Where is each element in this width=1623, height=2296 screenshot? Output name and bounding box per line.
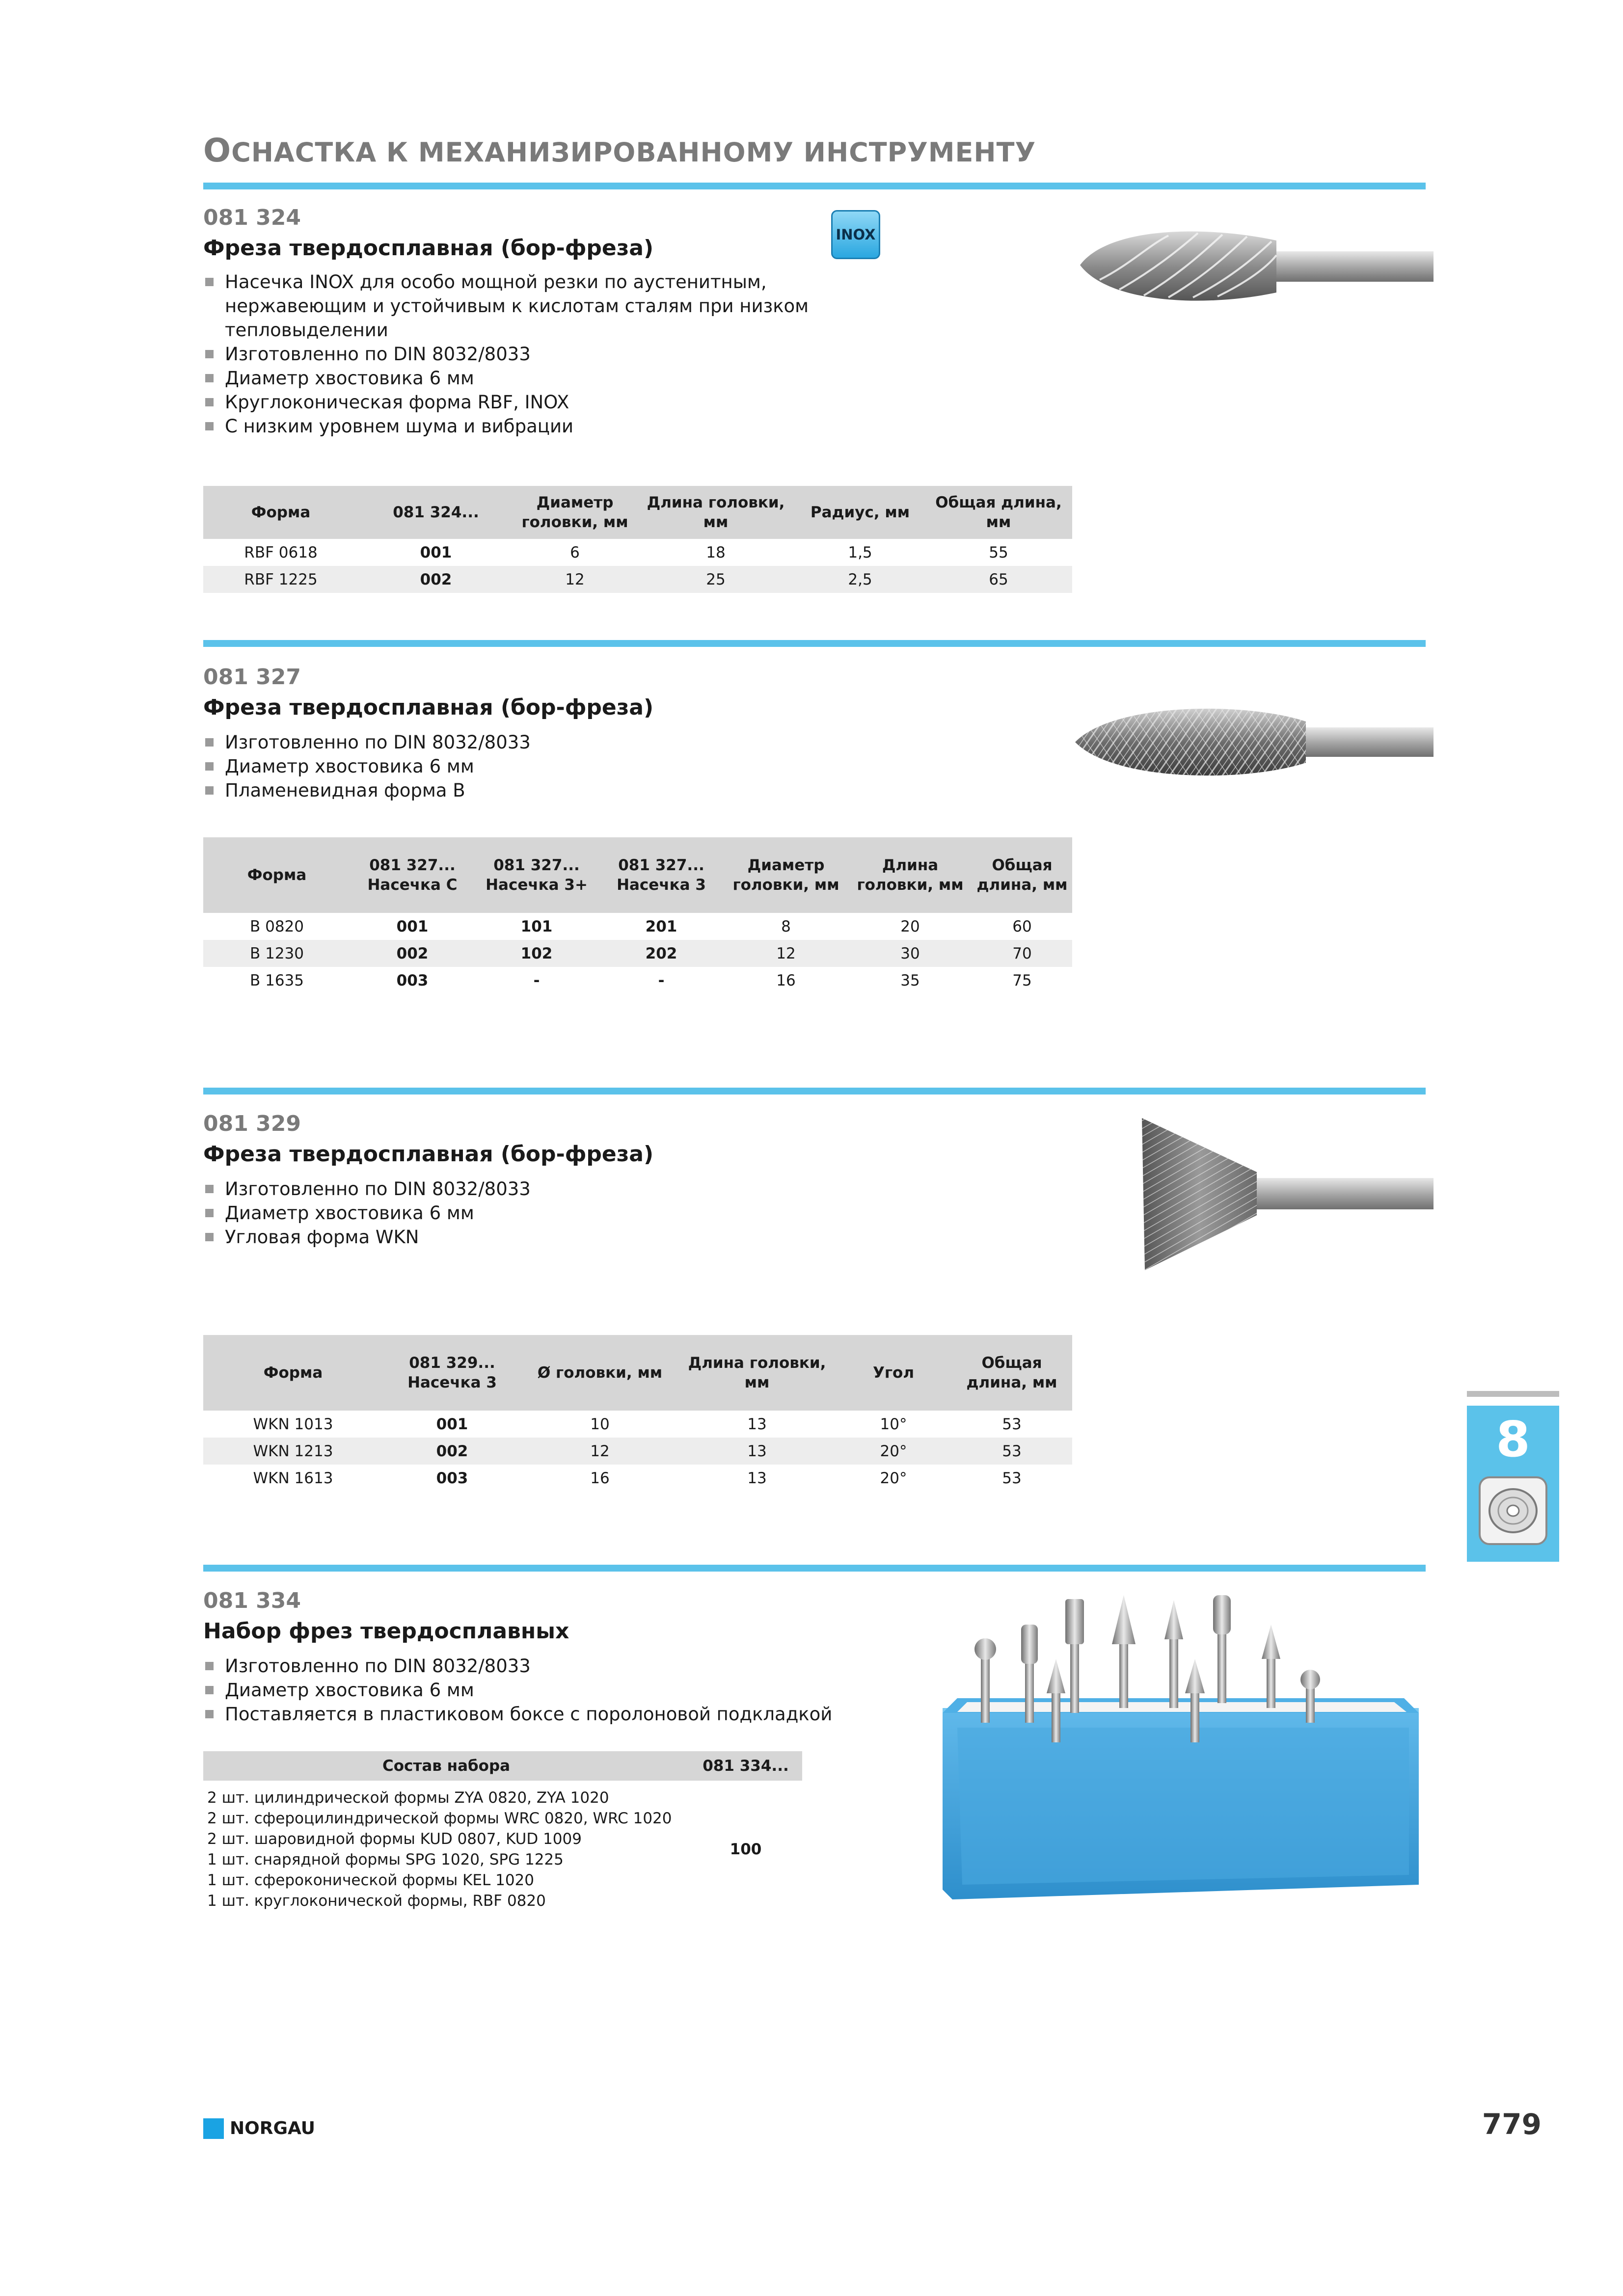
table-cell: 10°	[880, 1415, 907, 1433]
feature-item: Изготовленно по DIN 8032/8033	[203, 342, 809, 366]
feature-item: Диаметр хвостовика 6 мм	[203, 1678, 832, 1702]
table-cell: WKN 1613	[253, 1469, 333, 1487]
table-cell: B 1230	[203, 940, 351, 967]
feature-item: Поставляется в пластиковом боксе с поролоновой подкладкой	[203, 1702, 832, 1726]
page-title: ОСНАСТКА К МЕХАНИЗИРОВАННОМУ ИНСТРУМЕНТУ	[203, 132, 1036, 169]
table-cell: 53	[1002, 1415, 1022, 1433]
divider	[203, 640, 1426, 647]
product-code: 081 324	[203, 205, 301, 230]
table-cell: B 0820	[249, 917, 304, 935]
table-cell: 25	[636, 566, 795, 593]
column-header: Радиус, мм	[795, 486, 925, 539]
table-row	[203, 1411, 1072, 1438]
column-header: Ø головки, мм	[521, 1335, 678, 1411]
feature-item: Диаметр хвостовика 6 мм	[203, 754, 531, 778]
table-cell: 60	[1012, 917, 1032, 935]
divider	[203, 1565, 1426, 1572]
table-cell: B 1635	[249, 971, 304, 989]
set-item: 2 шт. сфероцилиндрической формы WRC 0820, WRC 1020	[207, 1810, 672, 1827]
table-cell: 6	[570, 543, 580, 561]
table-row	[203, 967, 1072, 994]
table-cell: 18	[706, 543, 726, 561]
product-title: Фреза твердосплавная (бор-фреза)	[203, 236, 654, 261]
column-header: 081 334...	[689, 1751, 802, 1781]
column-header: Состав набора	[203, 1751, 689, 1781]
table-cell: 20°	[836, 1438, 951, 1465]
table-row	[203, 1781, 802, 1918]
set-item: 2 шт. шаровидной формы KUD 0807, KUD 1009	[207, 1830, 582, 1848]
set-item: 1 шт. круглоконической формы, RBF 0820	[207, 1892, 546, 1910]
feature-item: Пламеневидная форма B	[203, 778, 531, 802]
product-code: 081 329	[203, 1111, 301, 1136]
column-header: Диаметр головки, мм	[514, 486, 636, 539]
table-cell: 53	[951, 1438, 1072, 1465]
grinding-disc-icon	[1479, 1476, 1547, 1545]
table-cell: 20°	[880, 1469, 907, 1487]
table-cell: 003	[396, 971, 429, 989]
table-cell: 12	[521, 1438, 678, 1465]
table-cell: 002	[351, 940, 474, 967]
table-cell: 13	[747, 1415, 767, 1433]
spec-table	[203, 837, 1072, 994]
set-article-number: 100	[730, 1841, 762, 1858]
feature-list	[203, 270, 809, 438]
column-header: Форма	[203, 486, 358, 539]
table-cell: WKN 1213	[203, 1438, 383, 1465]
table-row	[203, 913, 1072, 940]
table-cell: 2,5	[795, 566, 925, 593]
product-code: 081 334	[203, 1588, 301, 1613]
section-tab-rule	[1467, 1391, 1559, 1397]
set-composition-table	[203, 1751, 802, 1918]
table-cell: RBF 0618	[244, 543, 318, 561]
inox-badge: INOX	[831, 210, 880, 259]
product-title: Фреза твердосплавная (бор-фреза)	[203, 695, 654, 720]
burr-wkn-image	[1139, 1114, 1434, 1276]
table-row	[203, 1465, 1072, 1492]
set-item: 1 шт. снарядной формы SPG 1020, SPG 1225	[207, 1851, 564, 1869]
column-header: 081 327... Насечка С	[351, 837, 474, 913]
column-header: Диаметр головки, мм	[724, 837, 848, 913]
burr-flame-image	[1070, 682, 1434, 800]
table-cell: 003	[436, 1469, 468, 1487]
spec-table	[203, 1335, 1072, 1492]
table-cell: 16	[776, 971, 796, 989]
feature-item: Угловая форма WKN	[203, 1225, 531, 1249]
column-header: Форма	[203, 837, 351, 913]
table-cell: 102	[474, 940, 599, 967]
table-row	[203, 539, 1072, 566]
table-cell: 75	[1012, 971, 1032, 989]
table-cell: 35	[900, 971, 920, 989]
table-cell: 13	[678, 1438, 836, 1465]
table-row	[203, 1438, 1072, 1465]
product-title: Фреза твердосплавная (бор-фреза)	[203, 1142, 654, 1167]
column-header: Угол	[836, 1335, 951, 1411]
table-row	[203, 940, 1072, 967]
set-item: 1 шт. сфероконической формы KEL 1020	[207, 1871, 535, 1889]
page-number: 779	[1482, 2108, 1542, 2141]
table-cell: 13	[747, 1469, 767, 1487]
column-header: Длина головки, мм	[678, 1335, 836, 1411]
column-header: 081 327... Насечка 3	[599, 837, 724, 913]
column-header: Длина головки, мм	[636, 486, 795, 539]
table-cell: 8	[781, 917, 791, 935]
table-cell: 001	[420, 543, 452, 561]
column-header: 081 324...	[358, 486, 514, 539]
table-cell: 001	[436, 1415, 468, 1433]
feature-item: С низким уровнем шума и вибрации	[203, 414, 809, 438]
table-cell: 201	[645, 917, 677, 935]
product-code: 081 327	[203, 665, 301, 690]
brand-name: NORGAU	[230, 2118, 315, 2138]
table-cell: 202	[599, 940, 724, 967]
table-cell: -	[533, 971, 540, 989]
table-cell: 002	[358, 566, 514, 593]
table-cell: 53	[1002, 1469, 1022, 1487]
table-cell: 16	[590, 1469, 610, 1487]
feature-item: Изготовленно по DIN 8032/8033	[203, 1654, 832, 1678]
table-cell: 101	[520, 917, 553, 935]
column-header: Общая длина, мм	[972, 837, 1072, 913]
burr-set-box-image	[923, 1585, 1434, 1924]
table-cell: 30	[848, 940, 972, 967]
table-cell: 65	[925, 566, 1072, 593]
column-header: 081 329... Насечка 3	[383, 1335, 521, 1411]
feature-item: Диаметр хвостовика 6 мм	[203, 1201, 531, 1225]
set-items	[203, 1781, 689, 1918]
column-header: Общая длина, мм	[951, 1335, 1072, 1411]
table-cell: 002	[383, 1438, 521, 1465]
product-title: Набор фрез твердосплавных	[203, 1619, 569, 1644]
feature-item: Изготовленно по DIN 8032/8033	[203, 1177, 531, 1201]
feature-item-continued: тепловыделении	[225, 320, 388, 341]
feature-item: Насечка INOX для особо мощной резки по аустенитным,	[203, 270, 809, 294]
table-row	[203, 566, 1072, 593]
feature-item-continued: нержавеющим и устойчивым к кислотам сталям при низком	[225, 295, 809, 317]
table-cell: WKN 1013	[253, 1415, 333, 1433]
burr-rbf-image	[1070, 206, 1434, 324]
feature-list	[203, 1654, 832, 1726]
section-number: 8	[1496, 1411, 1530, 1468]
spec-table	[203, 486, 1072, 593]
column-header: Общая длина, мм	[925, 486, 1072, 539]
feature-list	[203, 1177, 531, 1249]
table-cell: 12	[514, 566, 636, 593]
feature-item: Изготовленно по DIN 8032/8033	[203, 730, 531, 754]
table-cell: 10	[590, 1415, 610, 1433]
divider	[203, 183, 1426, 189]
feature-item: Круглоконическая форма RBF, INOX	[203, 390, 809, 414]
column-header: Длина головки, мм	[848, 837, 972, 913]
column-header: Форма	[203, 1335, 383, 1411]
norgau-logo-mark	[203, 2118, 224, 2139]
table-cell: 20	[900, 917, 920, 935]
table-cell: RBF 1225	[203, 566, 358, 593]
feature-list	[203, 730, 531, 802]
table-cell: 1,5	[848, 543, 872, 561]
column-header: 081 327... Насечка 3+	[474, 837, 599, 913]
table-cell: 001	[396, 917, 429, 935]
table-cell: 12	[724, 940, 848, 967]
set-item: 2 шт. цилиндрической формы ZYA 0820, ZYA 1020	[207, 1789, 609, 1807]
table-cell: 70	[972, 940, 1072, 967]
divider	[203, 1088, 1426, 1095]
table-cell: 55	[989, 543, 1008, 561]
feature-item: Диаметр хвостовика 6 мм	[203, 366, 809, 390]
table-cell: -	[658, 971, 665, 989]
